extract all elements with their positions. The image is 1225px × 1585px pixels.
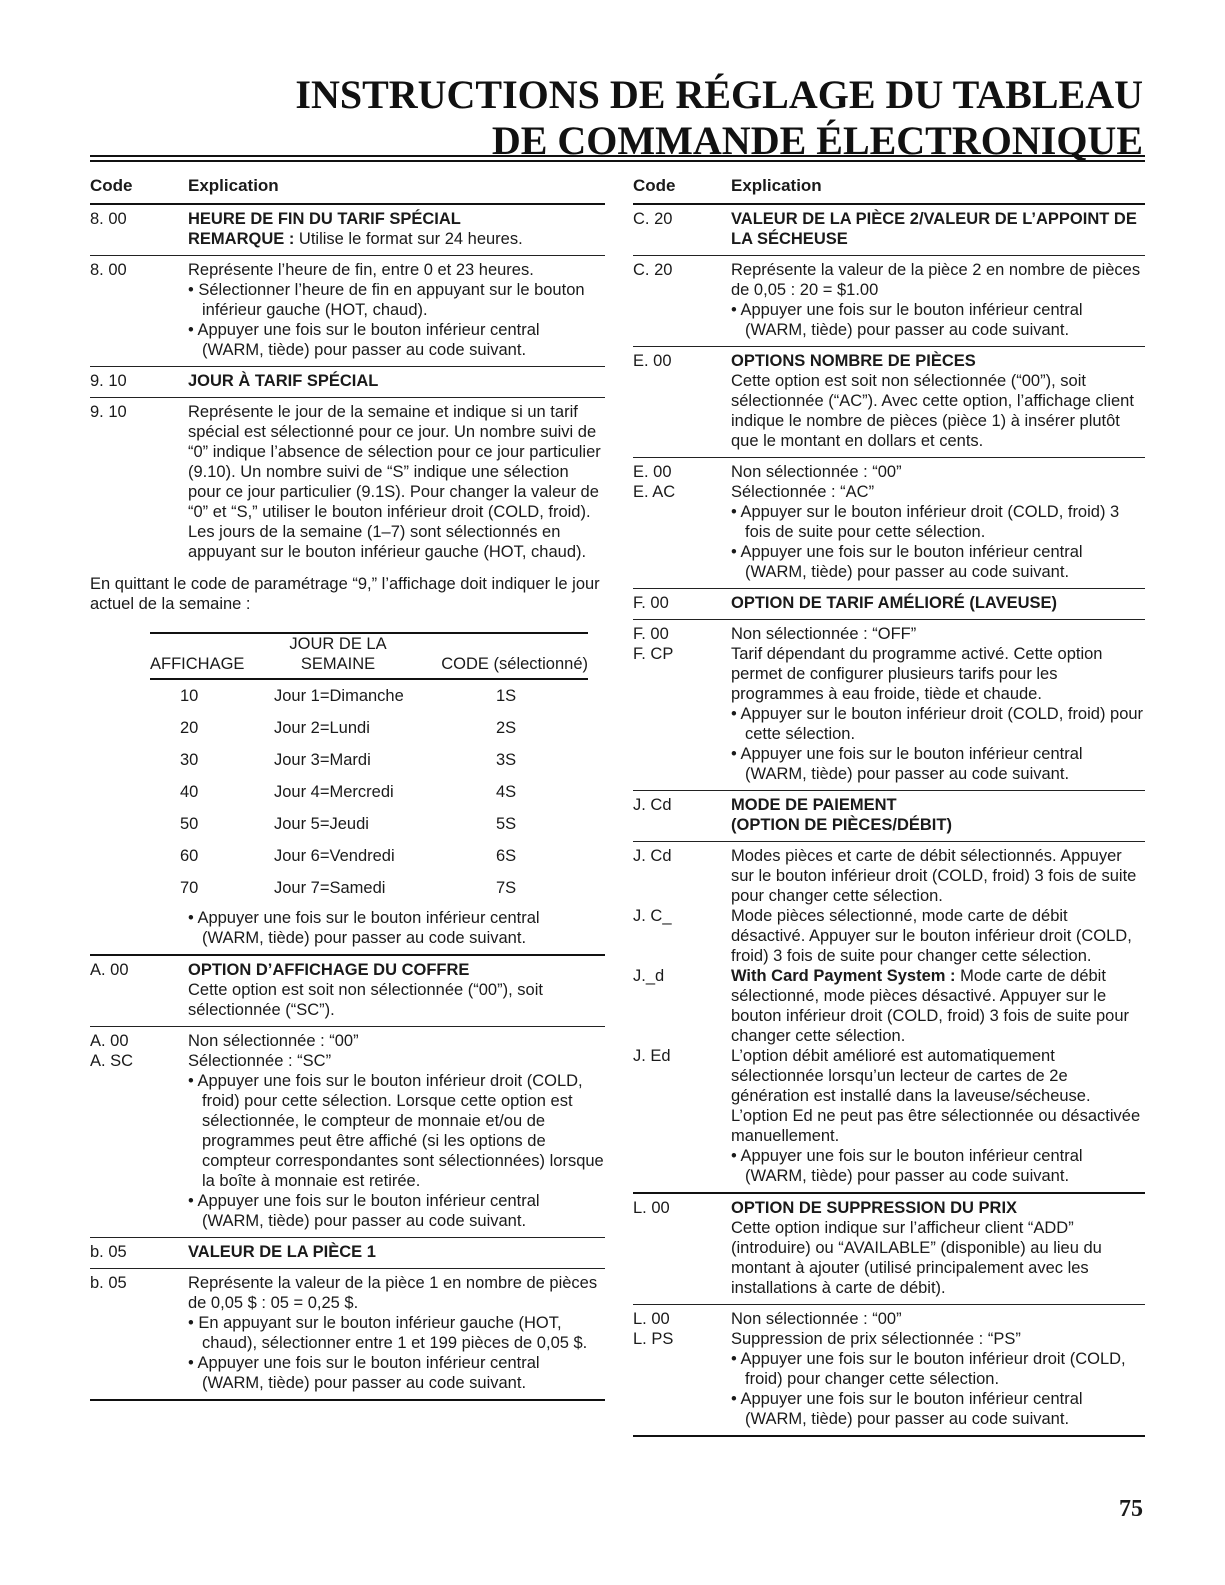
entry-bold-label: With Card Payment System : — [731, 967, 956, 985]
cell-affichage: 50 — [180, 815, 199, 833]
table-footnote — [90, 908, 605, 956]
note-label: REMARQUE : — [188, 230, 295, 248]
entry-bullet: • Appuyer une fois sur le bouton inférieur central (WARM, tiède) pour passer au code suivant. — [188, 909, 540, 947]
entry-j-c — [633, 906, 1145, 966]
entry-text: Mode carte de débit sélectionné, mode pièces désactivé. Appuyer sur le bouton inférieur droit (COLD, froid) 3 fois de suite pour changer cette sélection. — [731, 967, 1130, 1045]
cell-jour: Jour 1=Dimanche — [274, 687, 404, 705]
entry-text: Représente la valeur de la pièce 1 en nombre de pièces de 0,05 $ : 05 = 0,25 $. — [188, 1274, 598, 1312]
page-number: 75 — [1119, 1496, 1143, 1522]
entry-bullet: • Appuyer une fois sur le bouton inférieur central (WARM, tiède) pour passer au code suivant. — [731, 745, 1083, 783]
table-header-line: SEMAINE — [300, 655, 376, 673]
cell-code: 5S — [496, 815, 517, 833]
entry-title: OPTIONS NOMBRE DE PIÈCES — [731, 352, 976, 370]
cell-code: 4S — [496, 783, 517, 801]
entry-f-00-title — [633, 589, 1145, 620]
entry-text: Représente l’heure de fin, entre 0 et 23 heures. — [188, 261, 534, 279]
entry-code: C. 20 — [633, 210, 673, 228]
cell-jour: Jour 4=Mercredi — [274, 783, 394, 801]
entry-text: Non sélectionnée : “OFF” — [731, 625, 917, 643]
cell-jour: Jour 6=Vendredi — [274, 847, 395, 865]
table-row — [150, 776, 588, 808]
cell-jour: Jour 3=Mardi — [274, 751, 371, 769]
note-text: Utilise le format sur 24 heures. — [294, 230, 523, 248]
cell-code: 6S — [496, 847, 517, 865]
entry-bullet: • Appuyer une fois sur le bouton inférieur central (WARM, tiède) pour passer au code suivant. — [731, 543, 1083, 581]
table-row — [150, 808, 588, 840]
entry-text: L’option débit amélioré est automatiquement sélectionnée lorsqu’un lecteur de cartes de 2e génération est installé dans la laveuse/sécheuse. L’option Ed ne peut pas être sélectionnée ou désactivée manuellement. — [731, 1047, 1141, 1145]
entry-bullet: • Appuyer une fois sur le bouton inférieur central (WARM, tiède) pour passer au code suivant. — [188, 1192, 540, 1230]
entry-text: Non sélectionnée : “00” — [188, 1032, 359, 1050]
entry-text: Représente le jour de la semaine et indique si un tarif spécial est sélectionné pour ce jour. Un nombre suivi de “0” indique l’absence de sélection pour ce jour particulier (9.10). Un nombre suivi de “S” indique une sélection pour ce jour particulier (9.1S). Pour changer la valeur de “0” et “S,” utiliser le bouton inférieur droit (COLD, froid). Les jours de la semaine (1–7) sont sélectionnés en appuyant sur le bouton inférieur gauche (HOT, chaud). — [188, 403, 601, 561]
table-row — [150, 712, 588, 744]
entry-bullet: • Sélectionner l’heure de fin en appuyant sur le bouton inférieur gauche (HOT, chaud). — [188, 281, 585, 319]
cell-jour: Jour 5=Jeudi — [274, 815, 369, 833]
table-row — [150, 744, 588, 776]
entry-text: Sélectionnée : “SC” — [188, 1052, 332, 1070]
cell-jour: Jour 2=Lundi — [274, 719, 370, 737]
entry-f-00-detail — [633, 620, 1145, 791]
entry-code: b. 05 — [90, 1243, 127, 1261]
entry-title: MODE DE PAIEMENT — [731, 796, 897, 814]
entry-j-cd — [633, 846, 1145, 906]
entry-j-group — [633, 842, 1145, 1194]
title-line-2: DE COMMANDE ÉLECTRONIQUE — [491, 118, 1143, 163]
entry-code: E. 00 — [633, 352, 672, 370]
entry-code: J. C_ — [633, 907, 672, 925]
entry-a-00-title — [90, 956, 605, 1027]
entry-bullet: • Appuyer une fois sur le bouton inférieur droit (COLD, froid) pour cette sélection. Lorsque cette option est sélectionnée, le compteur de monnaie et/ou de programmes peut être affiché (si les options de compteur correspondantes sont sélectionnées) lorsque la boîte à monnaie est retirée. — [188, 1072, 604, 1190]
entry-text: Modes pièces et carte de débit sélectionnés. Appuyer sur le bouton inférieur droit (COLD, froid) 3 fois de suite pour changer cette sélection. — [731, 847, 1137, 905]
quit-text: En quittant le code de paramétrage “9,” l’affichage doit indiquer le jour actuel de la semaine : — [90, 575, 600, 613]
entry-code: J._d — [633, 967, 665, 985]
column-header — [633, 168, 1145, 205]
cell-affichage: 40 — [180, 783, 199, 801]
entry-text: Suppression de prix sélectionnée : “PS” — [731, 1330, 1021, 1348]
table-row — [150, 840, 588, 872]
left-column — [90, 168, 605, 1401]
header-explication: Explication — [731, 176, 822, 195]
entry-e-00-detail — [633, 458, 1145, 589]
entry-bullet: • Appuyer une fois sur le bouton inférieur central (WARM, tiède) pour passer au code suivant. — [731, 301, 1083, 339]
entry-code: 9. 10 — [90, 372, 127, 390]
table-header: AFFICHAGE — [150, 633, 268, 679]
cell-affichage: 70 — [180, 879, 199, 897]
entry-code: J. Ed — [633, 1047, 671, 1065]
entry-bullet: • En appuyant sur le bouton inférieur gauche (HOT, chaud), sélectionner entre 1 et 199 pièces de 0,05 $. — [188, 1314, 588, 1352]
table-row — [150, 872, 588, 904]
entry-9-10-detail — [90, 398, 605, 568]
cell-code: 3S — [496, 751, 517, 769]
cell-affichage: 60 — [180, 847, 199, 865]
entry-code: 8. 00 — [90, 210, 127, 228]
entry-j-cd-title — [633, 791, 1145, 842]
entry-title: OPTION DE SUPPRESSION DU PRIX — [731, 1199, 1018, 1217]
page-title — [295, 72, 1143, 164]
entry-text: Tarif dépendant du programme activé. Cette option permet de configurer plusieurs tarifs pour les programmes à eau froide, tiède et chaude. — [731, 645, 1103, 703]
entry-8-00-detail — [90, 256, 605, 367]
entry-title: VALEUR DE LA PIÈCE 2/VALEUR DE L’APPOINT DE LA SÉCHEUSE — [731, 210, 1137, 248]
entry-bullet: • Appuyer sur le bouton inférieur droit (COLD, froid) 3 fois de suite pour cette sélection. — [731, 503, 1120, 541]
table-header — [268, 633, 408, 679]
entry-a-00-detail — [90, 1027, 605, 1238]
entry-code: C. 20 — [633, 261, 673, 279]
entry-note — [188, 229, 605, 249]
table-header-line: JOUR DE LA — [289, 635, 387, 653]
header-explication: Explication — [188, 176, 279, 195]
entry-code: 8. 00 — [90, 261, 127, 279]
entry-code: 9. 10 — [90, 403, 127, 421]
entry-code: F. 00 F. CP — [633, 625, 674, 663]
entry-bullet: • Appuyer une fois sur le bouton inférieur central (WARM, tiède) pour passer au code suivant. — [188, 1354, 540, 1392]
cell-code: 1S — [496, 687, 517, 705]
entry-text: Cette option est soit non sélectionnée (“00”), soit sélectionnée (“SC”). — [188, 981, 543, 1019]
entry-bullet: • Appuyer une fois sur le bouton inférieur central (WARM, tiède) pour passer au code suivant. — [731, 1390, 1083, 1428]
entry-code: F. 00 — [633, 594, 669, 612]
entry-e-00-title — [633, 347, 1145, 458]
entry-text: Mode pièces sélectionné, mode carte de débit désactivé. Appuyer sur le bouton inférieur droit (COLD, froid) 3 fois de suite pour changer cette sélection. — [731, 907, 1132, 965]
entry-code: A. 00 — [90, 961, 129, 979]
entry-8-00-title — [90, 205, 605, 256]
entry-9-10-title — [90, 367, 605, 398]
entry-text: Cette option est soit non sélectionnée (“00”), soit sélectionnée (“AC”). Avec cette option, l’affichage client indique le nombre de pièces (pièce 1) à insérer plutôt que le montant en dollars et cents. — [731, 372, 1134, 450]
cell-affichage: 30 — [180, 751, 199, 769]
title-rule — [90, 155, 1145, 162]
entry-c-20-detail — [633, 256, 1145, 347]
entry-c-20-title — [633, 205, 1145, 256]
cell-code: 7S — [496, 879, 517, 897]
entry-text: Représente la valeur de la pièce 2 en nombre de pièces de 0,05 : 20 = $1.00 — [731, 261, 1141, 299]
cell-affichage: 10 — [180, 687, 199, 705]
entry-bullet: • Appuyer une fois sur le bouton inférieur central (WARM, tiède) pour passer au code suivant. — [731, 1147, 1083, 1185]
entry-code: E. 00 E. AC — [633, 463, 676, 501]
cell-jour: Jour 7=Samedi — [274, 879, 386, 897]
entry-j-d — [633, 966, 1145, 1046]
entry-code: L. 00 L. PS — [633, 1310, 674, 1348]
entry-code: b. 05 — [90, 1274, 127, 1292]
column-header — [90, 168, 605, 205]
days-table — [150, 632, 588, 904]
entry-text: Non sélectionnée : “00” — [731, 1310, 902, 1328]
entry-title: JOUR À TARIF SPÉCIAL — [188, 372, 379, 390]
entry-bullet: • Appuyer une fois sur le bouton inférieur central (WARM, tiède) pour passer au code suivant. — [188, 321, 540, 359]
cell-code: 2S — [496, 719, 517, 737]
entry-l-00-title — [633, 1194, 1145, 1305]
entry-title: VALEUR DE LA PIÈCE 1 — [188, 1243, 376, 1261]
entry-title: (OPTION DE PIÈCES/DÉBIT) — [731, 816, 952, 834]
table-row — [150, 679, 588, 712]
entry-b-05-detail — [90, 1269, 605, 1401]
title-line-1: INSTRUCTIONS DE RÉGLAGE DU TABLEAU — [295, 72, 1143, 117]
entry-text: Non sélectionnée : “00” — [731, 463, 902, 481]
entry-code: J. Cd — [633, 796, 672, 814]
entry-code: A. 00 A. SC — [90, 1032, 134, 1070]
entry-code: L. 00 — [633, 1199, 670, 1217]
entry-bullet: • Appuyer sur le bouton inférieur droit (COLD, froid) pour cette sélection. — [731, 705, 1144, 743]
entry-title: OPTION D’AFFICHAGE DU COFFRE — [188, 961, 470, 979]
entry-title: HEURE DE FIN DU TARIF SPÉCIAL — [188, 210, 461, 228]
header-code: Code — [633, 176, 676, 195]
right-column — [633, 168, 1145, 1437]
table-header-row — [150, 633, 588, 679]
entry-text: Sélectionnée : “AC” — [731, 483, 875, 501]
cell-affichage: 20 — [180, 719, 199, 737]
entry-code: J. Cd — [633, 847, 672, 865]
table-header: CODE (sélectionné) — [408, 633, 588, 679]
entry-b-05-title — [90, 1238, 605, 1269]
entry-title: OPTION DE TARIF AMÉLIORÉ (LAVEUSE) — [731, 594, 1058, 612]
entry-text: Cette option indique sur l’afficheur client “ADD” (introduire) ou “AVAILABLE” (disponible) au lieu du montant à ajouter (utilisé principalement avec les installations à carte de débit). — [731, 1219, 1102, 1297]
header-code: Code — [90, 176, 133, 195]
entry-l-00-detail — [633, 1305, 1145, 1437]
entry-bullet: • Appuyer une fois sur le bouton inférieur droit (COLD, froid) pour changer cette sélection. — [731, 1350, 1126, 1388]
entry-j-ed — [633, 1046, 1145, 1186]
